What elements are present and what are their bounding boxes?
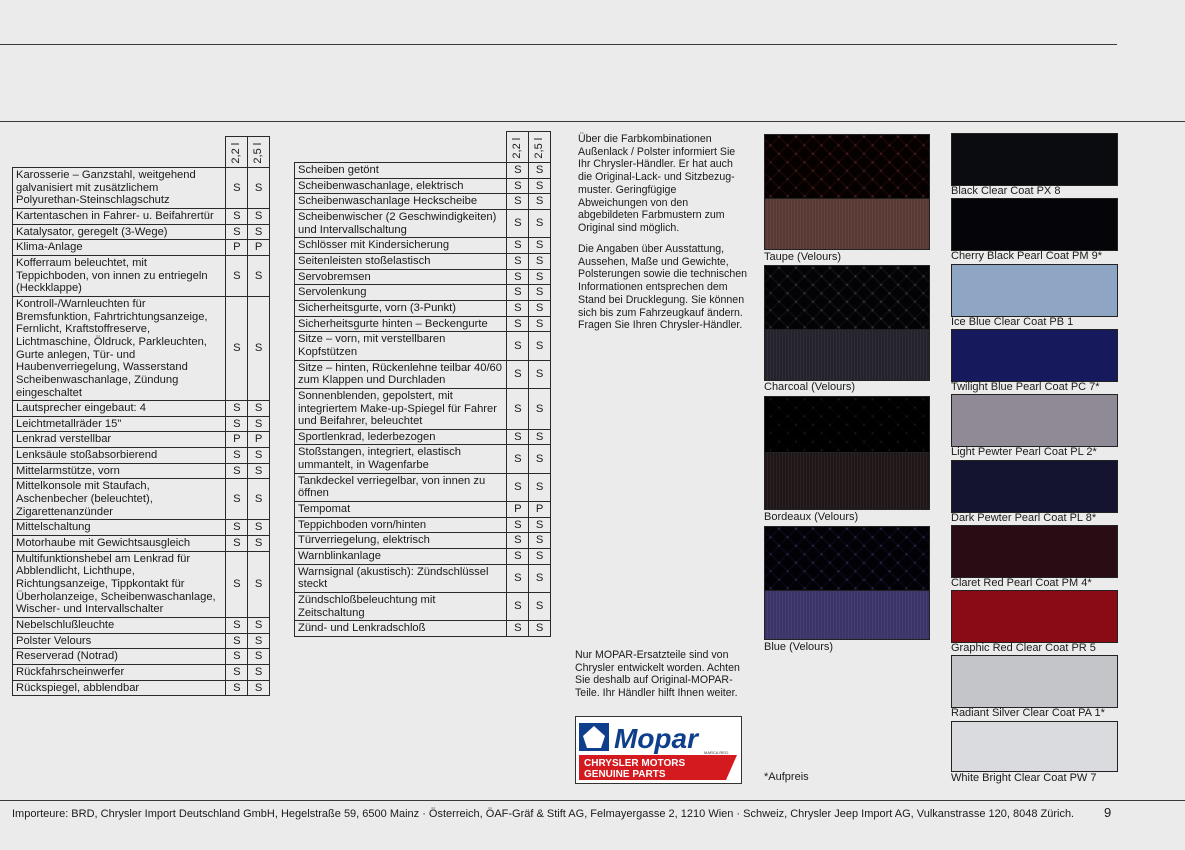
value-2-5-cell: S xyxy=(248,224,270,240)
feature-cell: Teppichboden vorn/hinten xyxy=(295,517,507,533)
value-2-5-cell: S xyxy=(248,479,270,520)
value-2-5-cell: S xyxy=(529,621,551,637)
feature-cell: Scheibenwaschanlage, elektrisch xyxy=(295,178,507,194)
table-row xyxy=(13,208,270,224)
info-text-specs: Die Angaben über Ausstattung, Aussehen, Maße und Gewichte, Polsterungen sowie die technischen Informationen entsprechen dem Stand bei Drucklegung. Sie können sich bis zum Fahrzeugkauf ändern. Fragen Sie Ihren Chrysler-Händler. xyxy=(578,243,748,332)
value-2-5-cell: S xyxy=(529,473,551,501)
value-2-5-cell: S xyxy=(248,255,270,296)
feature-cell: Leichtmetallräder 15" xyxy=(13,416,226,432)
value-2-5-cell: S xyxy=(248,536,270,552)
value-2-5-cell: S xyxy=(248,551,270,617)
table-row xyxy=(295,429,551,445)
value-2-5-cell: S xyxy=(529,564,551,592)
value-2-2-cell: S xyxy=(507,269,529,285)
value-2-5-cell: S xyxy=(248,168,270,209)
value-2-2-cell: S xyxy=(507,178,529,194)
upholstery-swatch-blue-bottom xyxy=(764,590,930,640)
feature-cell: Lenksäule stoßabsorbierend xyxy=(13,448,226,464)
value-2-2-cell: S xyxy=(226,416,248,432)
value-2-5-cell: S xyxy=(529,253,551,269)
upholstery-swatch-charcoal-bottom xyxy=(764,329,930,381)
value-2-2-cell: S xyxy=(226,680,248,696)
feature-cell: Katalysator, geregelt (3-Wege) xyxy=(13,224,226,240)
value-2-5-cell: S xyxy=(529,285,551,301)
feature-cell: Rückfahrscheinwerfer xyxy=(13,664,226,680)
feature-cell: Kartentaschen in Fahrer- u. Beifahrertür xyxy=(13,208,226,224)
footnote-aufpreis: *Aufpreis xyxy=(764,771,809,783)
value-2-5-cell: S xyxy=(248,401,270,417)
value-2-5-cell: S xyxy=(529,178,551,194)
feature-cell: Sitze – vorn, mit verstellbaren Kopfstützen xyxy=(295,332,507,360)
value-2-2-cell: S xyxy=(507,209,529,237)
value-2-5-cell: P xyxy=(248,240,270,256)
value-2-5-cell: P xyxy=(248,432,270,448)
table-header-blank xyxy=(13,137,226,168)
column-header-2-2: 2,2 l xyxy=(226,137,248,168)
value-2-2-cell: S xyxy=(507,360,529,388)
value-2-2-cell: S xyxy=(226,633,248,649)
table-row xyxy=(295,502,551,518)
footer-rule xyxy=(0,800,1185,801)
value-2-2-cell: S xyxy=(507,564,529,592)
paint-label-white-bright: White Bright Clear Coat PW 7 xyxy=(951,772,1097,784)
info-text-colors: Über die Farbkombinationen Außenlack / Polster informiert Sie Ihr Chrysler-Händler. Er hat auch die Original-Lack- und Sitzbezug-muster. Geringfügige Abweichungen von den abgebildeten Farbmustern zum Original sind möglich. xyxy=(578,133,736,234)
table-row xyxy=(13,618,270,634)
value-2-2-cell: S xyxy=(507,316,529,332)
footer-importers: Importeure: BRD, Chrysler Import Deutschland GmbH, Hegelstraße 59, 6500 Mainz · Österreich, ÖAF-Gräf & Stift AG, Felmayergasse 2, 1210 Wien · Schweiz, Chrysler Jeep Import AG, Vulkanstrasse 120, 8048 Zürich. xyxy=(12,808,1075,820)
table-row xyxy=(13,479,270,520)
paint-label-light-pewter: Light Pewter Pearl Coat PL 2* xyxy=(951,446,1097,458)
value-2-5-cell: S xyxy=(529,163,551,179)
value-2-5-cell: S xyxy=(529,332,551,360)
feature-cell: Scheibenwischer (2 Geschwindigkeiten) und Intervallschaltung xyxy=(295,209,507,237)
table-row xyxy=(13,536,270,552)
value-2-2-cell: S xyxy=(507,429,529,445)
value-2-5-cell: S xyxy=(529,533,551,549)
value-2-2-cell: S xyxy=(226,448,248,464)
paint-label-cherry-black: Cherry Black Pearl Coat PM 9* xyxy=(951,250,1102,262)
value-2-5-cell: S xyxy=(248,208,270,224)
table-row xyxy=(13,255,270,296)
value-2-2-cell: S xyxy=(507,517,529,533)
feature-cell: Sicherheitsgurte, vorn (3-Punkt) xyxy=(295,300,507,316)
table-row xyxy=(295,564,551,592)
equipment-table-left xyxy=(12,136,270,696)
feature-cell: Tankdeckel verriegelbar, von innen zu öffnen xyxy=(295,473,507,501)
value-2-2-cell: S xyxy=(507,300,529,316)
value-2-5-cell: S xyxy=(248,463,270,479)
value-2-2-cell: S xyxy=(226,401,248,417)
feature-cell: Multifunktionshebel am Lenkrad für Abblendlicht, Lichthupe, Richtungsanzeige, Tippkontakt für Überholanzeige, Scheibenwaschanlage, Wischer- und Intervallschalter xyxy=(13,551,226,617)
value-2-2-cell: P xyxy=(226,432,248,448)
table-row xyxy=(295,194,551,210)
table-row xyxy=(13,224,270,240)
paint-swatch-claret-red xyxy=(951,525,1118,578)
table-row xyxy=(13,551,270,617)
paint-swatch-twilight-blue xyxy=(951,329,1118,382)
table-row xyxy=(295,269,551,285)
value-2-2-cell: S xyxy=(507,238,529,254)
upholstery-label-bordeaux: Bordeaux (Velours) xyxy=(764,511,859,523)
value-2-2-cell: S xyxy=(226,168,248,209)
value-2-2-cell: S xyxy=(507,473,529,501)
value-2-2-cell: S xyxy=(507,332,529,360)
value-2-2-cell: P xyxy=(226,240,248,256)
upholstery-label-blue: Blue (Velours) xyxy=(764,641,834,653)
value-2-2-cell: S xyxy=(226,618,248,634)
feature-cell: Nebelschlußleuchte xyxy=(13,618,226,634)
table-row xyxy=(13,680,270,696)
upholstery-swatch-blue-top xyxy=(764,526,930,592)
feature-cell: Mittelkonsole mit Staufach, Aschenbecher (beleuchtet), Zigarettenanzünder xyxy=(13,479,226,520)
paint-swatch-graphic-red xyxy=(951,590,1118,643)
feature-cell: Sicherheitsgurte hinten – Beckengurte xyxy=(295,316,507,332)
upholstery-label-taupe: Taupe (Velours) xyxy=(764,251,842,263)
equipment-table-right xyxy=(294,131,551,637)
table-row xyxy=(295,285,551,301)
section-rule xyxy=(0,121,1185,122)
paint-swatch-cherry-black xyxy=(951,198,1118,251)
column-header-2-5: 2,5 l xyxy=(248,137,270,168)
value-2-5-cell: S xyxy=(529,593,551,621)
mopar-line-1: CHRYSLER MOTORS xyxy=(584,758,686,769)
table-row xyxy=(295,332,551,360)
feature-cell: Warnsignal (akustisch): Zündschlüssel steckt xyxy=(295,564,507,592)
mopar-line-2: GENUINE PARTS xyxy=(584,769,666,780)
table-row xyxy=(13,432,270,448)
feature-cell: Sonnenblenden, gepolstert, mit integriertem Make-up-Spiegel für Fahrer und Beifahrer, beleuchtet xyxy=(295,388,507,429)
feature-cell: Mittelschaltung xyxy=(13,520,226,536)
table-row xyxy=(13,416,270,432)
upholstery-swatch-taupe-bottom xyxy=(764,198,930,250)
table-row xyxy=(295,316,551,332)
feature-cell: Tempomat xyxy=(295,502,507,518)
value-2-5-cell: S xyxy=(529,517,551,533)
paint-label-claret-red: Claret Red Pearl Coat PM 4* xyxy=(951,577,1092,589)
value-2-5-cell: S xyxy=(248,633,270,649)
feature-cell: Kofferraum beleuchtet, mit Teppichboden, von innen zu entriegeln (Heckklappe) xyxy=(13,255,226,296)
table-row xyxy=(13,296,270,400)
table-row xyxy=(295,300,551,316)
value-2-2-cell: S xyxy=(226,463,248,479)
table-row xyxy=(295,549,551,565)
value-2-5-cell: S xyxy=(529,269,551,285)
table-row xyxy=(13,240,270,256)
paint-label-twilight-blue: Twilight Blue Pearl Coat PC 7* xyxy=(951,381,1100,393)
value-2-2-cell: S xyxy=(226,649,248,665)
feature-cell: Motorhaube mit Gewichtsausgleich xyxy=(13,536,226,552)
value-2-5-cell: S xyxy=(529,445,551,473)
table-row xyxy=(295,445,551,473)
paint-label-graphic-red: Graphic Red Clear Coat PR 5 xyxy=(951,642,1096,654)
value-2-2-cell: S xyxy=(507,593,529,621)
paint-label-ice-blue: Ice Blue Clear Coat PB 1 xyxy=(951,316,1074,328)
value-2-5-cell: S xyxy=(248,448,270,464)
table-row xyxy=(295,238,551,254)
value-2-2-cell: S xyxy=(226,551,248,617)
value-2-2-cell: S xyxy=(226,479,248,520)
value-2-5-cell: S xyxy=(529,238,551,254)
feature-cell: Lenkrad verstellbar xyxy=(13,432,226,448)
value-2-2-cell: S xyxy=(507,533,529,549)
upholstery-swatch-charcoal-top xyxy=(764,265,930,331)
value-2-2-cell: S xyxy=(226,208,248,224)
value-2-5-cell: S xyxy=(248,649,270,665)
mopar-logo xyxy=(575,716,742,784)
table-row xyxy=(295,533,551,549)
upholstery-swatch-bordeaux-bottom xyxy=(764,452,930,510)
table-row xyxy=(295,593,551,621)
feature-cell: Zünd- und Lenkradschloß xyxy=(295,621,507,637)
value-2-5-cell: S xyxy=(248,296,270,400)
table-row xyxy=(295,388,551,429)
table-row xyxy=(13,168,270,209)
table-row xyxy=(13,401,270,417)
value-2-5-cell: S xyxy=(529,360,551,388)
value-2-5-cell: S xyxy=(529,388,551,429)
paint-swatch-radiant-silver xyxy=(951,655,1118,708)
feature-cell: Polster Velours xyxy=(13,633,226,649)
table-row xyxy=(295,163,551,179)
table-row xyxy=(13,633,270,649)
value-2-2-cell: S xyxy=(226,255,248,296)
feature-cell: Sitze – hinten, Rückenlehne teilbar 40/60 zum Klappen und Durchladen xyxy=(295,360,507,388)
value-2-5-cell: S xyxy=(248,664,270,680)
value-2-2-cell: P xyxy=(507,502,529,518)
feature-cell: Schlösser mit Kindersicherung xyxy=(295,238,507,254)
table-row xyxy=(295,517,551,533)
table-row xyxy=(295,473,551,501)
value-2-2-cell: S xyxy=(507,253,529,269)
feature-cell: Sportlenkrad, lederbezogen xyxy=(295,429,507,445)
feature-cell: Reserverad (Notrad) xyxy=(13,649,226,665)
value-2-2-cell: S xyxy=(507,388,529,429)
table-header-row xyxy=(295,132,551,163)
value-2-2-cell: S xyxy=(226,296,248,400)
value-2-2-cell: S xyxy=(507,549,529,565)
upholstery-swatch-bordeaux-top xyxy=(764,396,930,454)
table-row xyxy=(295,178,551,194)
value-2-5-cell: S xyxy=(529,316,551,332)
paint-label-black-clear-coat: Black Clear Coat PX 8 xyxy=(951,185,1061,197)
feature-cell: Kontroll-/Warnleuchten für Bremsfunktion, Fahrtrichtungsanzeige, Fernlicht, Kraftstoffreserve, Lichtmaschine, Öldruck, Parkleuchten, Gurte anlegen, Tür- und Haubenverriegelung, Wasserstand Scheibenwaschanlage, Zündung eingeschaltet xyxy=(13,296,226,400)
table-row xyxy=(13,520,270,536)
paint-label-radiant-silver: Radiant Silver Clear Coat PA 1* xyxy=(951,707,1105,719)
feature-cell: Lautsprecher eingebaut: 4 xyxy=(13,401,226,417)
paint-swatch-ice-blue xyxy=(951,264,1118,317)
table-header-blank xyxy=(295,132,507,163)
feature-cell: Karosserie – Ganzstahl, weitgehend galvanisiert mit zusätzlichem Polyurethan-Steinschlagschutz xyxy=(13,168,226,209)
table-row xyxy=(295,209,551,237)
value-2-5-cell: S xyxy=(248,680,270,696)
value-2-5-cell: P xyxy=(529,502,551,518)
value-2-2-cell: S xyxy=(507,194,529,210)
paint-swatch-black-clear-coat xyxy=(951,133,1118,186)
value-2-5-cell: S xyxy=(248,520,270,536)
column-header-2-2: 2,2 l xyxy=(507,132,529,163)
value-2-2-cell: S xyxy=(226,536,248,552)
paint-swatch-dark-pewter xyxy=(951,460,1118,513)
value-2-2-cell: S xyxy=(507,445,529,473)
mopar-reg-mark: MARCA REG. xyxy=(704,750,730,755)
value-2-5-cell: S xyxy=(529,549,551,565)
table-row xyxy=(13,664,270,680)
value-2-5-cell: S xyxy=(529,300,551,316)
value-2-5-cell: S xyxy=(248,618,270,634)
value-2-5-cell: S xyxy=(529,194,551,210)
feature-cell: Stoßstangen, integriert, elastisch ummantelt, in Wagenfarbe xyxy=(295,445,507,473)
value-2-2-cell: S xyxy=(226,664,248,680)
value-2-2-cell: S xyxy=(226,520,248,536)
column-header-2-5: 2,5 l xyxy=(529,132,551,163)
feature-cell: Servobremsen xyxy=(295,269,507,285)
mopar-logo-graphic xyxy=(576,717,741,783)
paint-swatch-white-bright xyxy=(951,721,1118,772)
mopar-text: Nur MOPAR-Ersatzteile sind von Chrysler entwickelt worden. Achten Sie deshalb auf Original-MOPAR-Teile. Ihr Händler hilft Ihnen weiter. xyxy=(575,649,740,700)
page-number: 9 xyxy=(1104,805,1112,820)
value-2-2-cell: S xyxy=(507,621,529,637)
paint-label-dark-pewter: Dark Pewter Pearl Coat PL 8* xyxy=(951,512,1097,524)
value-2-2-cell: S xyxy=(507,163,529,179)
table-header-row xyxy=(13,137,270,168)
feature-cell: Mittelarmstütze, vorn xyxy=(13,463,226,479)
paint-swatch-light-pewter xyxy=(951,394,1118,447)
table-row xyxy=(295,360,551,388)
value-2-5-cell: S xyxy=(248,416,270,432)
feature-cell: Rückspiegel, abblendbar xyxy=(13,680,226,696)
feature-cell: Servolenkung xyxy=(295,285,507,301)
top-rule xyxy=(0,44,1117,45)
upholstery-label-charcoal: Charcoal (Velours) xyxy=(764,381,856,393)
value-2-5-cell: S xyxy=(529,209,551,237)
table-row xyxy=(295,253,551,269)
value-2-5-cell: S xyxy=(529,429,551,445)
feature-cell: Klima-Anlage xyxy=(13,240,226,256)
table-row xyxy=(13,649,270,665)
feature-cell: Zündschloßbeleuchtung mit Zeitschaltung xyxy=(295,593,507,621)
feature-cell: Warnblinkanlage xyxy=(295,549,507,565)
table-row xyxy=(295,621,551,637)
table-row xyxy=(13,448,270,464)
feature-cell: Seitenleisten stoßelastisch xyxy=(295,253,507,269)
value-2-2-cell: S xyxy=(507,285,529,301)
value-2-2-cell: S xyxy=(226,224,248,240)
feature-cell: Scheibenwaschanlage Heckscheibe xyxy=(295,194,507,210)
upholstery-swatch-taupe-top xyxy=(764,134,930,200)
table-row xyxy=(13,463,270,479)
mopar-wordmark: Mopar xyxy=(614,723,698,754)
feature-cell: Scheiben getönt xyxy=(295,163,507,179)
feature-cell: Türverriegelung, elektrisch xyxy=(295,533,507,549)
